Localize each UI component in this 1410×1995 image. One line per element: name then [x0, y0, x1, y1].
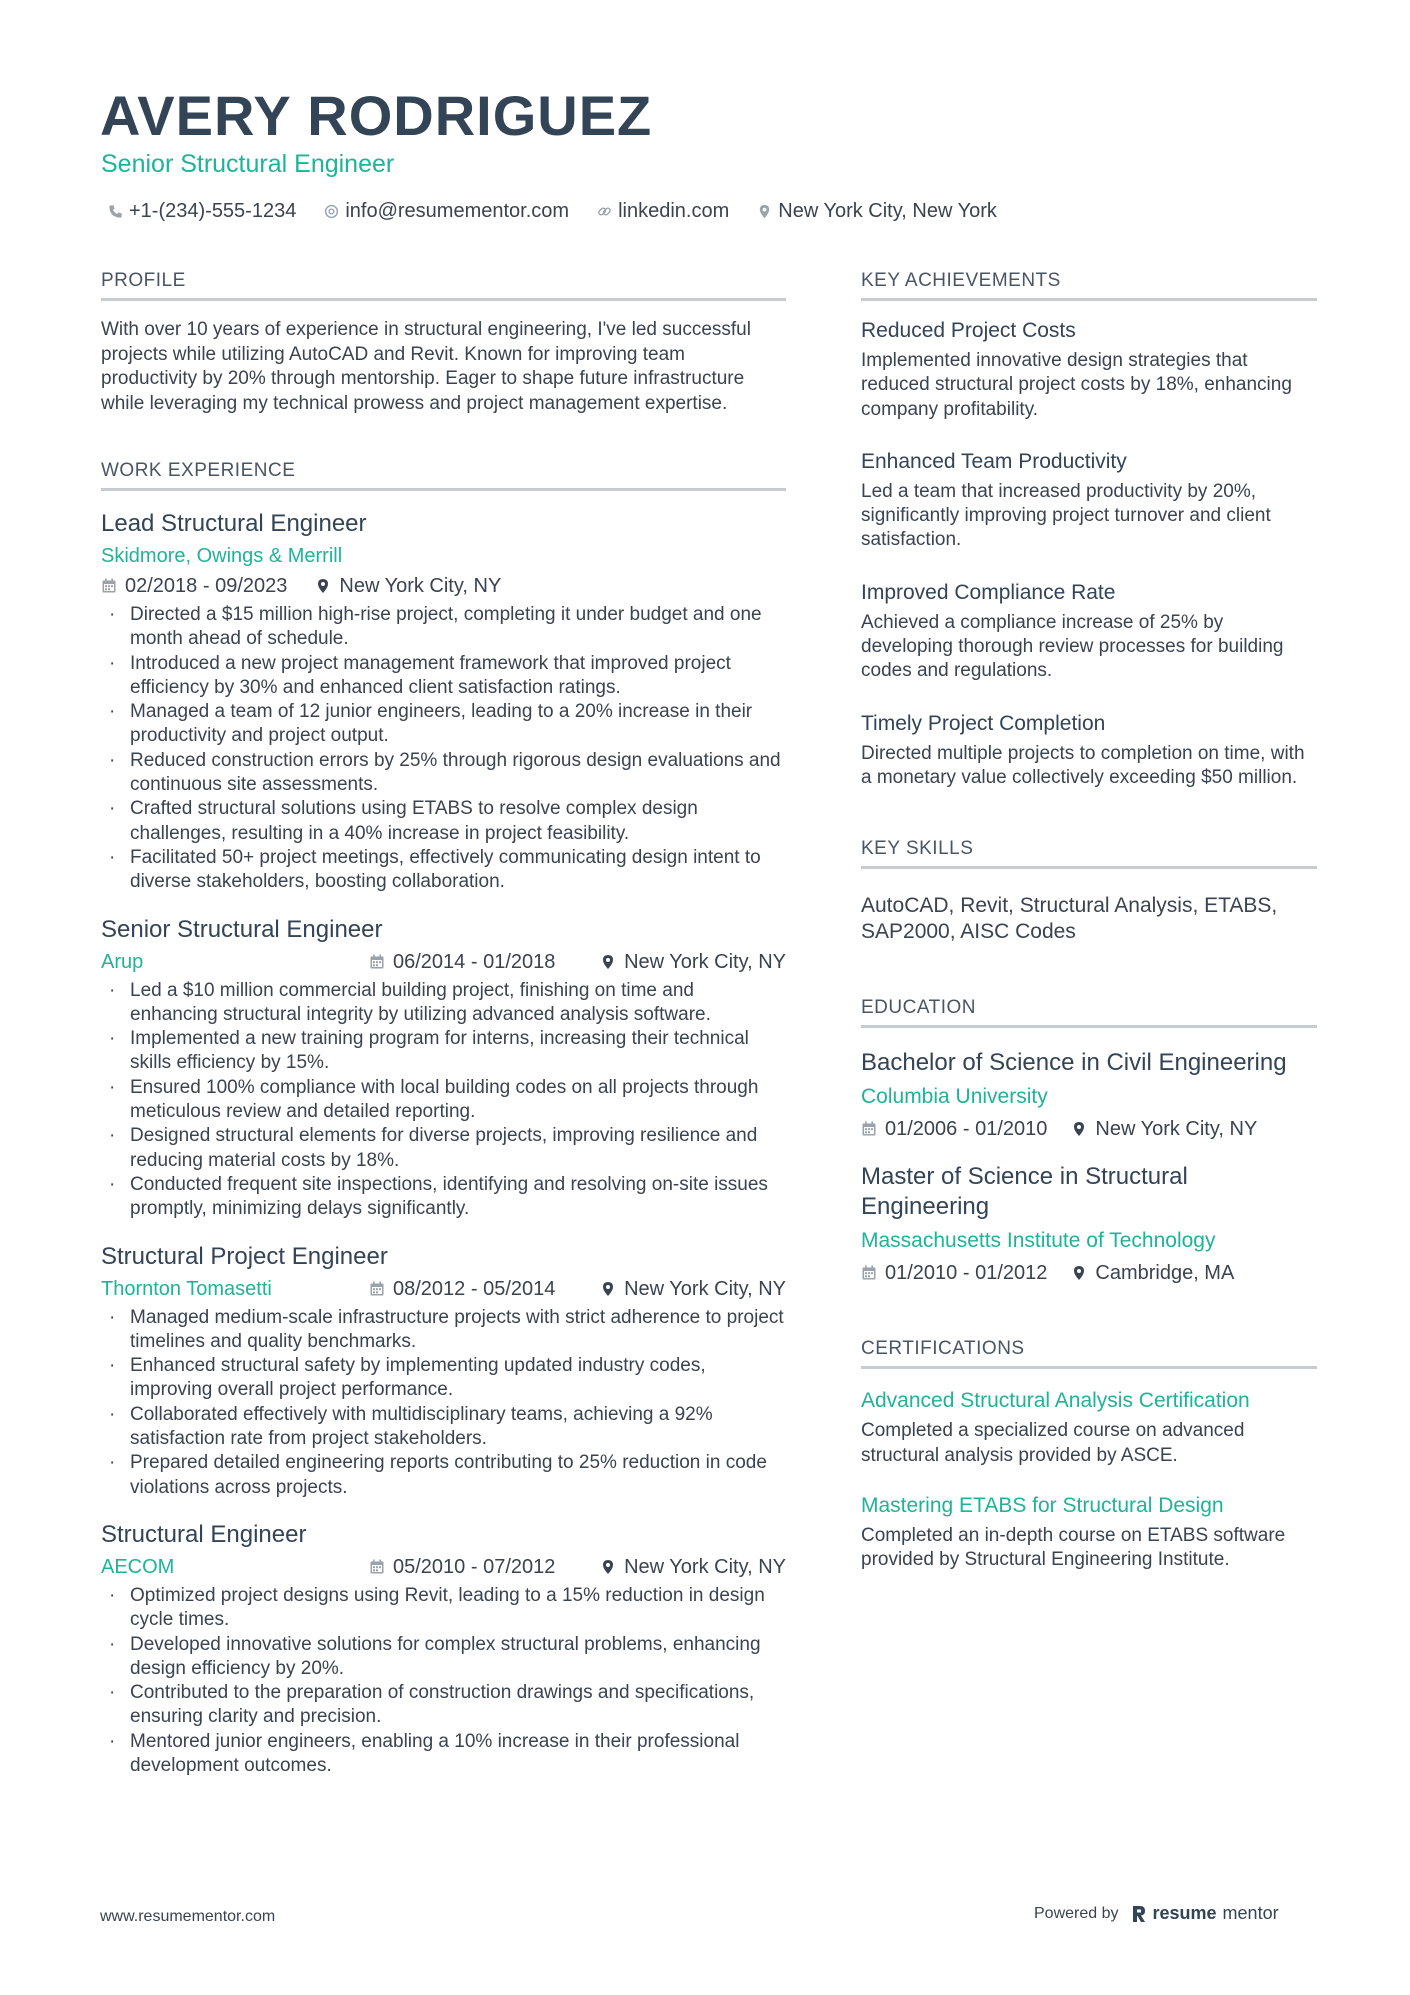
- list-item: · Crafted structural solutions using ETABS to resolve complex design challenges, resulting in a 40% increase in project feasibility.: [101, 797, 786, 846]
- job-bullets: [101, 1306, 786, 1500]
- job-dates: [101, 573, 287, 599]
- list-item: · Prepared detailed engineering reports contributing to 25% reduction in code violations across projects.: [101, 1451, 786, 1500]
- achievement-title: Improved Compliance Rate: [861, 580, 1116, 604]
- list-item: · Conducted frequent site inspections, identifying and resolving on-site issues promptly, minimizing delays significantly.: [101, 1173, 786, 1222]
- location-pin-icon: [1071, 1121, 1087, 1137]
- location-text: New York City, New York: [778, 200, 997, 222]
- education-dates-text: 01/2006 - 01/2010: [885, 1118, 1048, 1141]
- job-dates: [369, 949, 555, 975]
- education-dates: [861, 1260, 1047, 1286]
- job-entry: [101, 1520, 786, 1778]
- calendar-icon: [861, 1265, 877, 1281]
- list-item: · Collaborated effectively with multidisciplinary teams, achieving a 92% satisfaction rate from project stakeholders.: [101, 1403, 786, 1452]
- left-column: [101, 268, 786, 1778]
- certification-item: [861, 1387, 1317, 1468]
- education-location: [1071, 1260, 1234, 1286]
- list-item: · Implemented a new training program for interns, increasing their technical skills efficiency by 15%.: [101, 1027, 786, 1076]
- brand-name-light: mentor: [1222, 1903, 1279, 1923]
- job-title: Lead Structural Engineer: [101, 510, 367, 537]
- candidate-title: Senior Structural Engineer: [101, 150, 395, 178]
- calendar-icon: [369, 954, 385, 970]
- list-item: · Optimized project designs using Revit, leading to a 15% reduction in design cycle times.: [101, 1584, 786, 1633]
- job-location: [600, 1276, 786, 1302]
- location-pin-icon: [315, 578, 331, 594]
- achievement-item: [861, 317, 1317, 422]
- key-skills-heading: KEY SKILLS: [861, 836, 1317, 869]
- achievement-desc: Implemented innovative design strategies that reduced structural project costs by 18%, enhancing company profitability.: [861, 350, 1292, 420]
- education-location-text: New York City, NY: [1095, 1118, 1258, 1141]
- contact-location: [757, 198, 997, 224]
- education-school: Massachusetts Institute of Technology: [861, 1229, 1216, 1253]
- linkedin-text: linkedin.com: [618, 200, 730, 222]
- job-location-text: New York City, NY: [624, 1555, 786, 1578]
- job-dates-text: 06/2014 - 01/2018: [393, 950, 556, 973]
- list-item: · Designed structural elements for diverse projects, improving resilience and reducing material costs by 18%.: [101, 1124, 786, 1173]
- job-entry: [101, 509, 786, 895]
- list-item: · Developed innovative solutions for complex structural problems, enhancing design efficiency by 20%.: [101, 1633, 786, 1682]
- job-location: [600, 1554, 786, 1580]
- work-experience-heading: WORK EXPERIENCE: [101, 458, 786, 491]
- education-location: [1071, 1116, 1257, 1142]
- education-meta-row: [861, 1116, 1317, 1142]
- location-pin-icon: [757, 204, 772, 219]
- location-pin-icon: [600, 1281, 616, 1297]
- certification-title: Mastering ETABS for Structural Design: [861, 1493, 1224, 1517]
- education-dates: [861, 1116, 1047, 1142]
- job-company: Skidmore, Owings & Merrill: [101, 545, 343, 567]
- job-meta-row: [101, 949, 786, 975]
- certification-item: [861, 1492, 1317, 1573]
- phone-text: +1-(234)-555-1234: [129, 200, 297, 222]
- job-meta-row: [101, 1276, 786, 1302]
- job-location-text: New York City, NY: [624, 950, 786, 973]
- calendar-icon: [861, 1121, 877, 1137]
- candidate-name: AVERY RODRIGUEZ: [100, 84, 653, 147]
- profile-text: With over 10 years of experience in structural engineering, I've led successful projects while utilizing AutoCAD and Revit. Known for improving team productivity by 20% through mentorship. Eager to shape future infrastructure while leveraging my technical prowess and project management expertise.: [101, 319, 751, 414]
- at-icon: [324, 204, 339, 219]
- list-item: · Managed a team of 12 junior engineers, leading to a 20% increase in their productivity and project output.: [101, 700, 786, 749]
- calendar-icon: [369, 1559, 385, 1575]
- job-company: Arup: [101, 950, 144, 973]
- certification-title: Advanced Structural Analysis Certification: [861, 1389, 1250, 1413]
- job-bullets: [101, 603, 786, 895]
- job-meta-row: [101, 1554, 786, 1580]
- job-location-text: New York City, NY: [339, 575, 502, 597]
- job-title: Structural Engineer: [101, 1520, 307, 1548]
- list-item: · Enhanced structural safety by implementing updated industry codes, improving overall project performance.: [101, 1354, 786, 1403]
- education-degree: Master of Science in Structural Engineering: [861, 1163, 1188, 1221]
- link-icon: [597, 204, 612, 219]
- job-dates-text: 05/2010 - 07/2012: [393, 1555, 556, 1578]
- contact-email[interactable]: [324, 198, 569, 224]
- skills-text: AutoCAD, Revit, Structural Analysis, ETABS, SAP2000, AISC Codes: [861, 894, 1278, 944]
- certification-desc: Completed a specialized course on advanced structural analysis provided by ASCE.: [861, 1420, 1245, 1466]
- certification-desc: Completed an in-depth course on ETABS software provided by Structural Engineering Institute.: [861, 1524, 1286, 1571]
- education-location-text: Cambridge, MA: [1095, 1262, 1235, 1285]
- footer-powered-by: [1034, 1903, 1279, 1924]
- email-text: info@resumementor.com: [345, 200, 570, 222]
- resumementor-logo-icon: [1131, 1905, 1147, 1923]
- job-company: Thornton Tomasetti: [101, 1277, 272, 1300]
- profile-heading: PROFILE: [101, 268, 786, 301]
- achievement-desc: Directed multiple projects to completion on time, with a monetary value collectively exceeding $50 million.: [861, 742, 1305, 788]
- job-location: [315, 573, 501, 599]
- certifications-heading: CERTIFICATIONS: [861, 1336, 1317, 1369]
- contact-linkedin[interactable]: [597, 198, 729, 224]
- list-item: · Reduced construction errors by 25% through rigorous design evaluations and continuous site assessments.: [101, 749, 786, 798]
- education-degree: Bachelor of Science in Civil Engineering: [861, 1049, 1287, 1077]
- job-title: Structural Project Engineer: [101, 1242, 388, 1270]
- education-item: [861, 1162, 1317, 1286]
- education-dates-text: 01/2010 - 01/2012: [885, 1262, 1048, 1285]
- job-bullets: [101, 979, 786, 1222]
- job-location-text: New York City, NY: [624, 1277, 786, 1300]
- contact-phone: [108, 198, 296, 224]
- achievement-desc: Achieved a compliance increase of 25% by developing thorough review processes for building codes and regulations.: [861, 611, 1284, 682]
- job-location: [600, 949, 786, 975]
- job-title: Senior Structural Engineer: [101, 915, 383, 943]
- job-meta-row: [101, 573, 786, 599]
- achievement-item: [861, 710, 1317, 791]
- job-company-row: [101, 543, 786, 569]
- achievement-title: Reduced Project Costs: [861, 319, 1076, 342]
- job-bullets: [101, 1584, 786, 1778]
- achievement-title: Timely Project Completion: [861, 711, 1106, 735]
- achievement-item: [861, 448, 1317, 553]
- powered-by-label: Powered by: [1034, 1904, 1119, 1922]
- footer-website[interactable]: www.resumementor.com: [100, 1908, 276, 1925]
- phone-icon: [108, 204, 123, 219]
- list-item: · Ensured 100% compliance with local building codes on all projects through meticulous review and detailed reporting.: [101, 1076, 786, 1125]
- calendar-icon: [369, 1281, 385, 1297]
- job-dates: [369, 1554, 555, 1580]
- list-item: · Led a $10 million commercial building project, finishing on time and enhancing structural integrity by utilizing advanced analysis software.: [101, 979, 786, 1028]
- calendar-icon: [101, 578, 117, 594]
- location-pin-icon: [600, 1559, 616, 1575]
- education-school: Columbia University: [861, 1085, 1048, 1109]
- achievement-desc: Led a team that increased productivity by 20%, significantly improving project turnover and client satisfaction.: [861, 480, 1271, 551]
- job-entry: [101, 1242, 786, 1500]
- right-column: [861, 268, 1317, 1572]
- brand-name-bold: resume: [1152, 1903, 1217, 1923]
- list-item: · Mentored junior engineers, enabling a 10% increase in their professional development outcomes.: [101, 1730, 786, 1779]
- list-item: · Introduced a new project management framework that improved project efficiency by 30% and enhanced client satisfaction ratings.: [101, 652, 786, 701]
- list-item: · Directed a $15 million high-rise project, completing it under budget and one month ahead of schedule.: [101, 603, 786, 652]
- location-pin-icon: [1071, 1265, 1087, 1281]
- achievement-title: Enhanced Team Productivity: [861, 449, 1127, 473]
- job-dates: [369, 1276, 555, 1302]
- education-item: [861, 1048, 1317, 1142]
- list-item: · Managed medium-scale infrastructure projects with strict adherence to project timelines and quality benchmarks.: [101, 1306, 786, 1355]
- education-heading: EDUCATION: [861, 995, 1317, 1028]
- education-meta-row: [861, 1260, 1317, 1286]
- location-pin-icon: [600, 954, 616, 970]
- contact-bar: [108, 198, 997, 224]
- job-company: AECOM: [101, 1555, 175, 1578]
- list-item: · Facilitated 50+ project meetings, effectively communicating design intent to diverse stakeholders, boosting collaboration.: [101, 846, 786, 895]
- job-entry: [101, 915, 786, 1222]
- list-item: · Contributed to the preparation of construction drawings and specifications, ensuring clarity and precision.: [101, 1681, 786, 1730]
- achievement-item: [861, 579, 1317, 684]
- job-dates-text: 08/2012 - 05/2014: [393, 1277, 556, 1300]
- brand-logo[interactable]: [1131, 1903, 1279, 1924]
- job-dates-text: 02/2018 - 09/2023: [125, 575, 288, 597]
- key-achievements-heading: KEY ACHIEVEMENTS: [861, 268, 1317, 301]
